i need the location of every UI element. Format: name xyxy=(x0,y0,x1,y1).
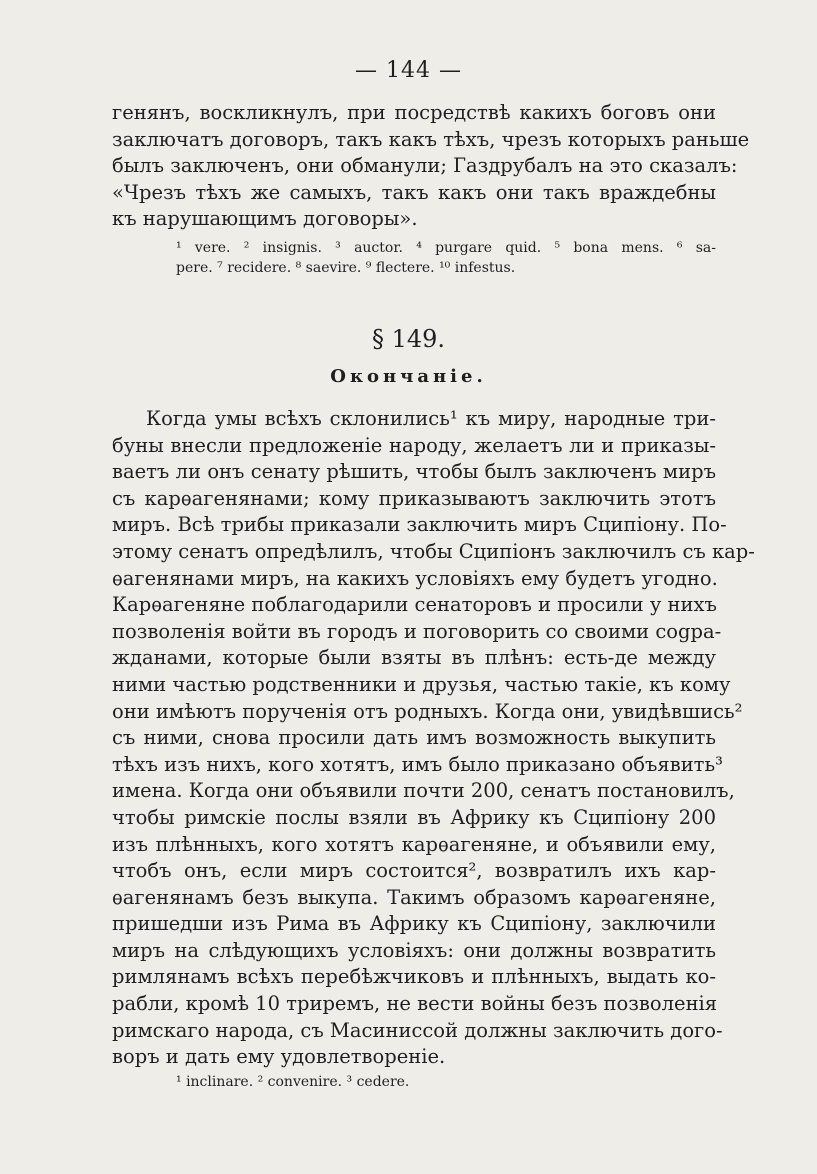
text-line: генянъ, воскликнулъ, при посредствѣ какихъ боговъ они xyxy=(112,101,716,124)
text-line: съ ними, снова просили дать имъ возможность выкупить xyxy=(112,726,716,750)
text-line: пришедши изъ Рима въ Африку къ Сципіону, заключили xyxy=(112,912,716,936)
text-line: миръ. Всѣ трибы приказали заключить миръ Сципіону. По- xyxy=(112,513,727,537)
text-line: они имѣютъ порученія отъ родныхъ. Когда они, увидѣвшись² xyxy=(112,699,743,723)
text-line: рабли, кромѣ 10 триремъ, не вести войны безъ позволенія xyxy=(112,992,718,1016)
text-line: тѣхъ изъ нихъ, кого хотятъ, имъ было приказано объявить³ xyxy=(112,752,723,776)
text-line: Карѳагеняне поблагодарили сенаторовъ и просили у нихъ xyxy=(112,593,717,617)
text-line: миръ на слѣдующихъ условіяхъ: они должны возвратить xyxy=(112,938,716,962)
text-line: ваетъ ли онъ сенату рѣшить, чтобы былъ заключенъ миръ xyxy=(112,460,716,484)
text-line: заключатъ договоръ, такъ какъ тѣхъ, чрезъ которыхъ раньше xyxy=(112,127,750,151)
text-line: чтобъ онъ, если миръ состоится², возвратилъ ихъ кар- xyxy=(112,859,716,883)
top-paragraph xyxy=(112,100,750,233)
footnotes-top xyxy=(176,238,716,278)
text-line: съ карѳагенянами; кому приказываютъ заключить этотъ xyxy=(112,486,716,510)
text-line: pere. ⁷ recidere. ⁸ saevire. ⁹ flectere. ¹⁰ infestus. xyxy=(176,260,516,276)
text-line: римскаго народа, съ Масиниссой должны заключить дого- xyxy=(112,1018,723,1042)
page-number: — 144 — xyxy=(355,58,462,83)
text-line: воръ и дать ему удовлетвореніе. xyxy=(112,1045,446,1069)
text-line: къ нарушающимъ договоры». xyxy=(112,207,418,231)
text-line: этому сенатъ опредѣлилъ, чтобы Сципіонъ заключилъ съ кар- xyxy=(112,539,755,563)
text-line: ѳагенянами миръ, на какихъ условіяхъ ему будетъ угодно. xyxy=(112,566,718,590)
text-line: буны внесли предложеніе народу, желаетъ ли и приказы- xyxy=(112,433,716,457)
text-line: позволенія войти въ городъ и поговорить со своими сogра- xyxy=(112,619,722,643)
text-line: имена. Когда они объявили почти 200, сенатъ постановилъ, xyxy=(112,779,735,803)
section-heading: § 149. xyxy=(371,325,446,353)
text-line: Когда умы всѣхъ склонились¹ къ миру, народные три- xyxy=(146,407,716,430)
section-subtitle: Окончаніе. xyxy=(330,366,487,387)
text-line: жданами, которые были взяты въ плѣнъ: есть-де между xyxy=(112,646,716,670)
text-line: «Чрезъ тѣхъ же самыхъ, такъ какъ они такъ враждебны xyxy=(112,180,716,204)
text-line: римлянамъ всѣхъ перебѣжчиковъ и плѣнныхъ, выдать ко- xyxy=(112,965,716,989)
text-line: чтобы римскіе послы взяли въ Африку къ Сципіону 200 xyxy=(112,805,716,829)
footnotes-bottom: ¹ inclinare. ² convenire. ³ cedere. xyxy=(176,1074,410,1090)
text-line: изъ плѣнныхъ, кого хотятъ карѳагеняне, и объявили ему, xyxy=(112,832,716,856)
text-line: ними частью родственники и друзья, частью такіе, къ кому xyxy=(112,672,731,696)
main-paragraph xyxy=(112,406,755,1071)
text-line: былъ заключенъ, они обманули; Газдрубалъ на это сказалъ: xyxy=(112,154,738,178)
text-line: ¹ vere. ² insignis. ³ auctor. ⁴ purgare quid. ⁵ bona mens. ⁶ sa- xyxy=(176,240,716,256)
text-line: ѳагенянамъ безъ выкупа. Такимъ образомъ карѳагеняне, xyxy=(112,885,716,909)
